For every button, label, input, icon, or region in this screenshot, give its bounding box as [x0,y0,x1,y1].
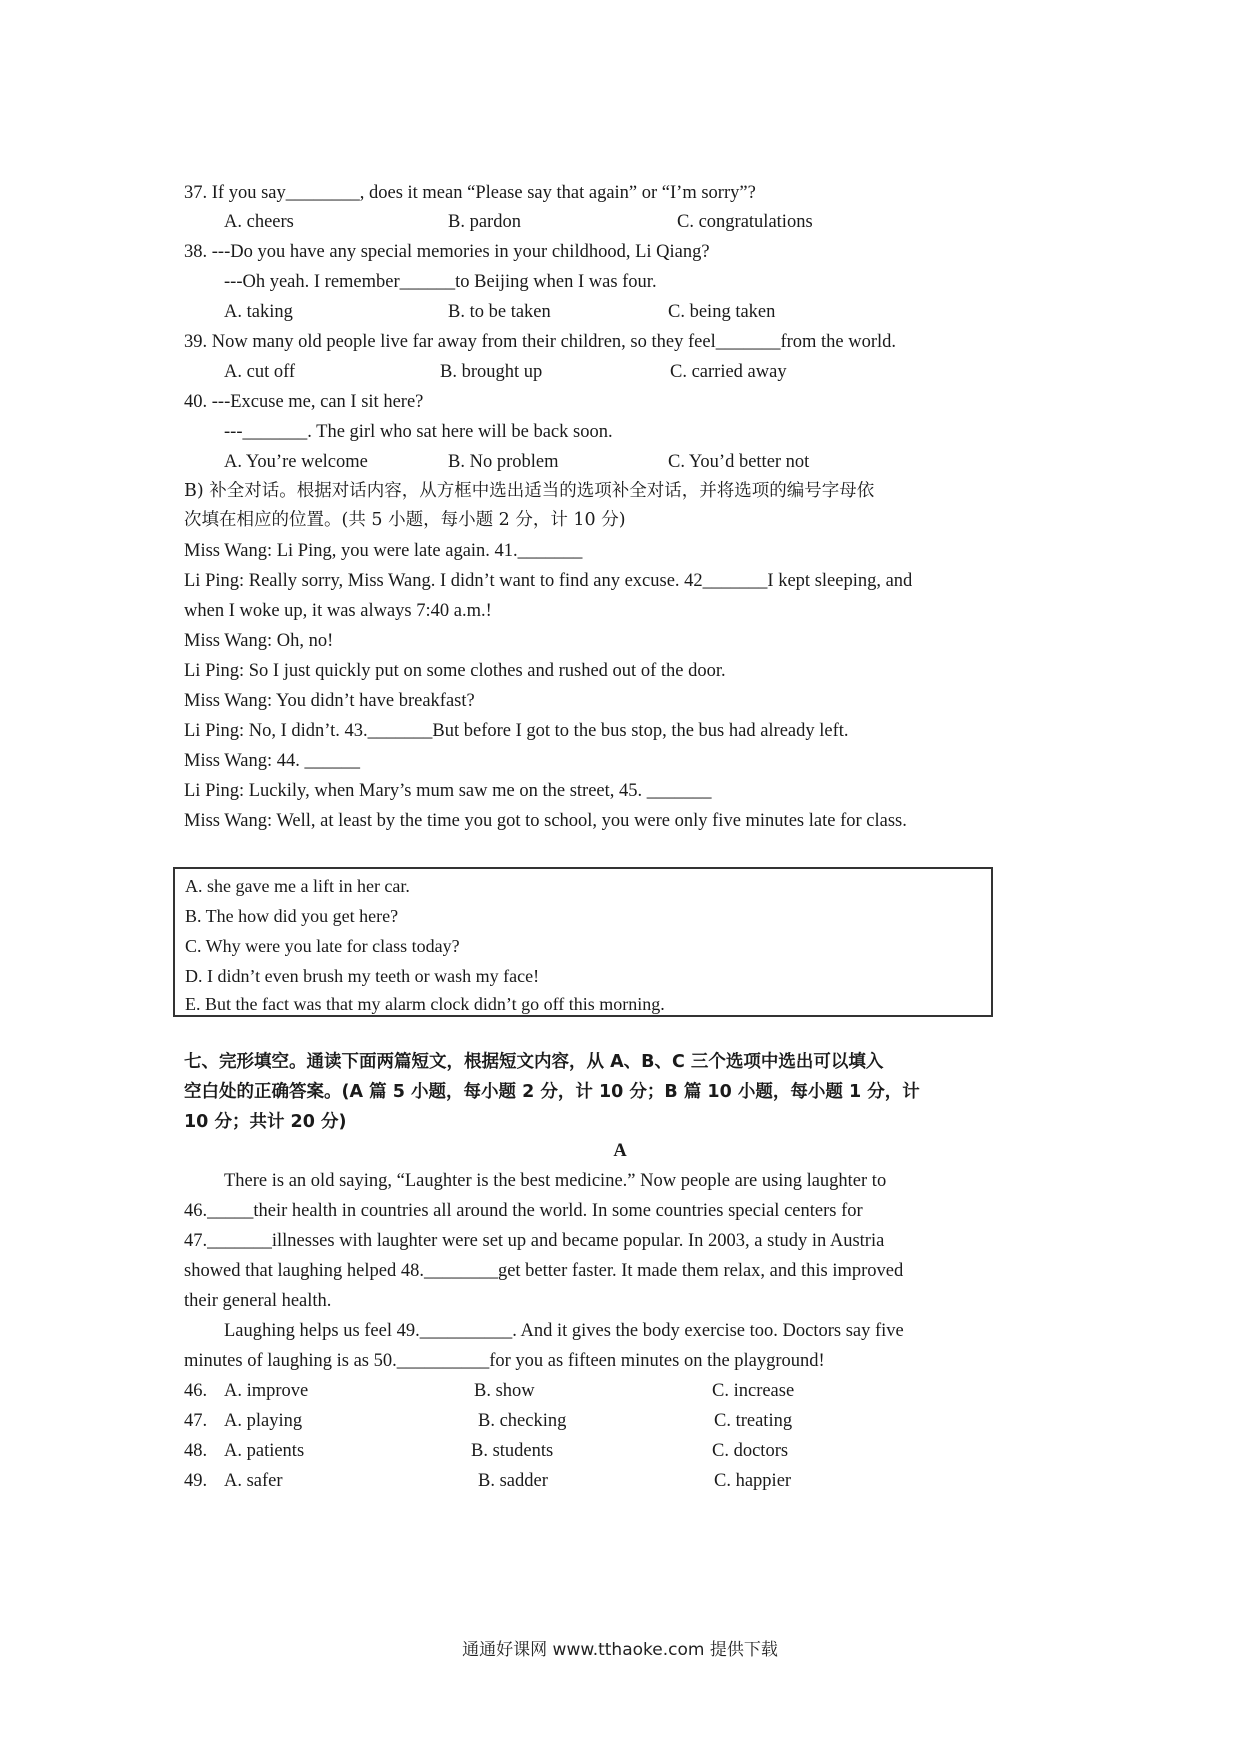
passage-line: their general health. [184,1291,332,1311]
question-option-b: B. sadder [478,1471,548,1491]
passage-line: 47._______illnesses with laughter were set up and became popular. In 2003, a study in Austria [184,1231,885,1251]
section-b-instructions-line-1: B) 补全对话。根据对话内容，从方框中选出适当的选项补全对话，并将选项的编号字母依 [184,481,875,501]
question-option-c: C. doctors [712,1441,789,1461]
question-option-c: C. treating [714,1411,793,1431]
passage-line: Laughing helps us feel 49.__________. And it gives the body exercise too. Doctors say five [224,1321,904,1341]
question-40-option-c: C. You’d better not [668,452,810,472]
footer-source: 通通好课网 www.tthaoke.com 提供下载 [462,1640,778,1660]
dialogue-line: Miss Wang: Well, at least by the time you got to school, you were only five minutes late for class. [184,811,907,831]
dialogue-line: Miss Wang: 44. ______ [184,751,360,771]
dialogue-line: Miss Wang: Oh, no! [184,631,334,651]
section-7-instructions-line-3: 10 分；共计 20 分) [184,1112,347,1132]
question-option-a: A. improve [224,1381,309,1401]
question-37-option-c: C. congratulations [677,212,813,232]
question-option-b: B. checking [478,1411,567,1431]
question-option-b: B. students [471,1441,554,1461]
question-number: 48. [184,1441,208,1461]
question-option-c: C. increase [712,1381,795,1401]
section-7-instructions-line-1: 七、完形填空。通读下面两篇短文，根据短文内容，从 A、B、C 三个选项中选出可以填入 [184,1052,884,1072]
question-39-option-a: A. cut off [224,362,296,382]
dialogue-line: Miss Wang: You didn’t have breakfast? [184,691,475,711]
question-37-option-b: B. pardon [448,212,521,232]
question-option-b: B. show [474,1381,535,1401]
question-option-c: C. happier [714,1471,792,1491]
question-38-stem: 38. ---Do you have any special memories in your childhood, Li Qiang? [184,242,710,262]
box-option-a: A. she gave me a lift in her car. [185,876,410,896]
question-40-option-a: A. You’re welcome [224,452,368,472]
passage-title: A [613,1141,627,1161]
box-option-e: E. But the fact was that my alarm clock didn’t go off this morning. [185,994,665,1014]
question-number: 46. [184,1381,208,1401]
section-7-instructions-line-2: 空白处的正确答案。(A 篇 5 小题，每小题 2 分，计 10 分；B 篇 10 小题，每小题 1 分，计 [184,1082,920,1102]
question-number: 49. [184,1471,208,1491]
dialogue-line: Li Ping: So I just quickly put on some clothes and rushed out of the door. [184,661,726,681]
question-39-option-b: B. brought up [440,362,543,382]
question-38-stem-reply: ---Oh yeah. I remember______to Beijing when I was four. [224,272,657,292]
question-38-option-b: B. to be taken [448,302,551,322]
options-box [173,867,993,1017]
question-39-option-c: C. carried away [670,362,787,382]
dialogue-line: Miss Wang: Li Ping, you were late again. 41._______ [184,541,583,561]
question-37-option-a: A. cheers [224,212,294,232]
passage-line: minutes of laughing is as 50.__________for you as fifteen minutes on the playground! [184,1351,825,1371]
question-option-a: A. safer [224,1471,283,1491]
box-option-c: C. Why were you late for class today? [185,936,460,956]
question-38-option-c: C. being taken [668,302,776,322]
dialogue-line: Li Ping: Luckily, when Mary’s mum saw me on the street, 45. _______ [184,781,712,801]
dialogue-line: Li Ping: Really sorry, Miss Wang. I didn’t want to find any excuse. 42_______I kept sleeping, and [184,571,913,591]
question-40-stem-reply: ---_______. The girl who sat here will be back soon. [224,422,613,442]
passage-line: showed that laughing helped 48.________get better faster. It made them relax, and this improved [184,1261,904,1281]
question-option-a: A. patients [224,1441,305,1461]
dialogue-line: Li Ping: No, I didn’t. 43._______But before I got to the bus stop, the bus had already left. [184,721,849,741]
question-40-stem: 40. ---Excuse me, can I sit here? [184,392,424,412]
passage-line: 46._____their health in countries all around the world. In some countries special centers for [184,1201,863,1221]
question-38-option-a: A. taking [224,302,293,322]
question-39-stem: 39. Now many old people live far away from their children, so they feel_______from the world. [184,332,897,352]
question-40-option-b: B. No problem [448,452,559,472]
question-number: 47. [184,1411,208,1431]
passage-line: There is an old saying, “Laughter is the best medicine.” Now people are using laughter to [224,1171,887,1191]
box-option-b: B. The how did you get here? [185,906,399,926]
box-option-d: D. I didn’t even brush my teeth or wash my face! [185,966,540,986]
question-option-a: A. playing [224,1411,303,1431]
section-b-instructions-line-2: 次填在相应的位置。(共 5 小题，每小题 2 分，计 10 分) [184,510,626,530]
dialogue-line: when I woke up, it was always 7:40 a.m.! [184,601,492,621]
question-37-stem: 37. If you say________, does it mean “Please say that again” or “I’m sorry”? [184,183,756,203]
